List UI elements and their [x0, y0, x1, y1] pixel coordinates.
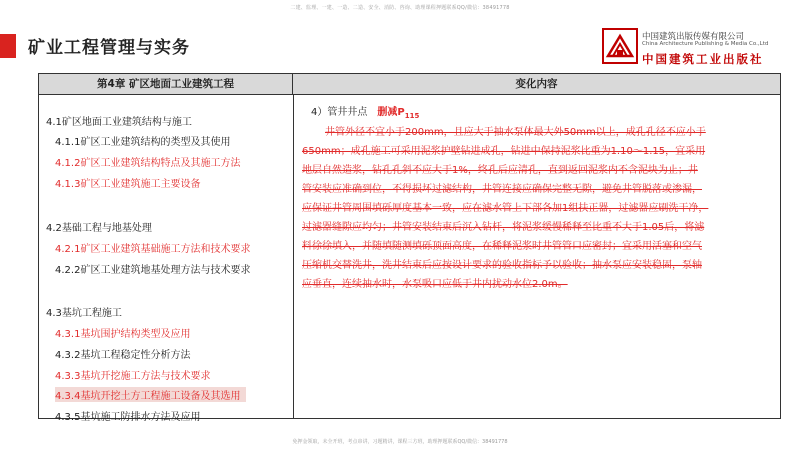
toc-item: 4.3.3基坑开挖施工方法与技术要求: [55, 371, 211, 382]
toc-item: 4.3.1基坑围护结构类型及应用: [55, 329, 191, 340]
toc-item: 4.3.4基坑开挖土方工程施工设备及其选用: [55, 387, 246, 402]
header-chapter: 第4章 矿区地面工业建筑工程: [39, 74, 293, 94]
toc-item: 4.1矿区地面工业建筑结构与施工: [46, 117, 192, 128]
page-prefix: P: [397, 107, 405, 118]
text-line: 压缩机交替洗井，洗井结束后应按设计要求的验收指标予以验收；抽水泵应安装稳固，泵轴: [302, 260, 702, 271]
text-line: 料徐徐填入，并随填随测填砾顶面高度，在稀释泥浆时井管管口应密封；宜采用活塞和空气: [302, 241, 702, 252]
header-changes: 变化内容: [515, 78, 558, 90]
toc-column: [39, 95, 293, 423]
toc-item: 4.3.2基坑工程稳定性分析方法: [55, 350, 191, 361]
deleted-tag: [377, 107, 419, 118]
toc-item: 4.1.2矿区工业建筑结构特点及其施工方法: [55, 158, 241, 169]
toc-item: 4.3基坑工程施工: [46, 308, 122, 319]
page-title: 矿业工程管理与实务: [28, 38, 190, 58]
bottom-watermark: 免押金领取，未全开班，考点串讲，习题精讲，课程三方班，助理押题联系QQ/微信：38491778: [292, 439, 508, 445]
publisher-name-en: China Architecture Publishing & Media Co.,Ltd: [642, 41, 769, 47]
publisher-name-cn: 中国建筑出版传媒有限公司: [642, 32, 745, 42]
text-line: 过滤器缝隙应均匀；井管安装结束后沉入钻杆，将泥浆缓慢稀释至比重不大于1.05后，将滤: [302, 222, 705, 233]
toc-item: 4.3.5基坑施工防排水方法及应用: [55, 412, 201, 423]
title-accent-bar: [0, 34, 16, 58]
text-line: 地层自然造浆，钻孔孔斜不应大于1%，终孔后应清孔，直到返回泥浆内不含泥块为止；井: [302, 165, 698, 176]
change-heading-title: 4）管井井点: [311, 107, 368, 118]
text-line: 应垂直，连续抽水时，水泵吸口应低于井内扰动水位2.0m。: [302, 279, 568, 290]
changes-column: [294, 95, 780, 419]
table-header: [39, 74, 780, 95]
text-line: 650mm；成孔施工可采用泥浆护壁钻进成孔，钻进中保持泥浆比重为1.10～1.15，宜采用: [302, 146, 706, 157]
text-line: 井管外径不宜小于200mm，且应大于抽水泵体最大外50mm以上，成孔孔径不应小于: [325, 127, 706, 138]
toc-item: 4.1.3矿区工业建筑施工主要设备: [55, 179, 201, 190]
toc-item: 4.2基础工程与地基处理: [46, 223, 152, 234]
publisher-brand: 中国建筑工业出版社: [642, 52, 764, 66]
toc-item: 4.1.1矿区工业建筑结构的类型及其使用: [55, 137, 231, 148]
text-line: 应保证井管周围填砾厚度基本一致，应在滤水管上下部各加1组扶正器，过滤器应刷洗干净，: [302, 203, 709, 214]
change-heading: [311, 103, 419, 120]
toc-item: 4.2.1矿区工业建筑基础施工方法和技术要求: [55, 244, 251, 255]
publisher-emblem-icon: [602, 28, 638, 64]
page-number: 115: [404, 112, 420, 120]
top-watermark: 二建、监理、一建、一造、二造、安全、消防、咨询、助理课程押题联系QQ/微信：38491778: [290, 5, 510, 11]
toc-item: 4.2.2矿区工业建筑地基处理方法与技术要求: [55, 265, 251, 276]
text-line: 管安装应准确到位，不得损坏过滤结构，井管连接应确保完整无隙，避免井管脱落或渗漏，: [302, 184, 702, 195]
publisher-logo-block: [602, 22, 798, 72]
comparison-table: [38, 73, 781, 423]
deleted-label: 删减: [377, 107, 398, 118]
